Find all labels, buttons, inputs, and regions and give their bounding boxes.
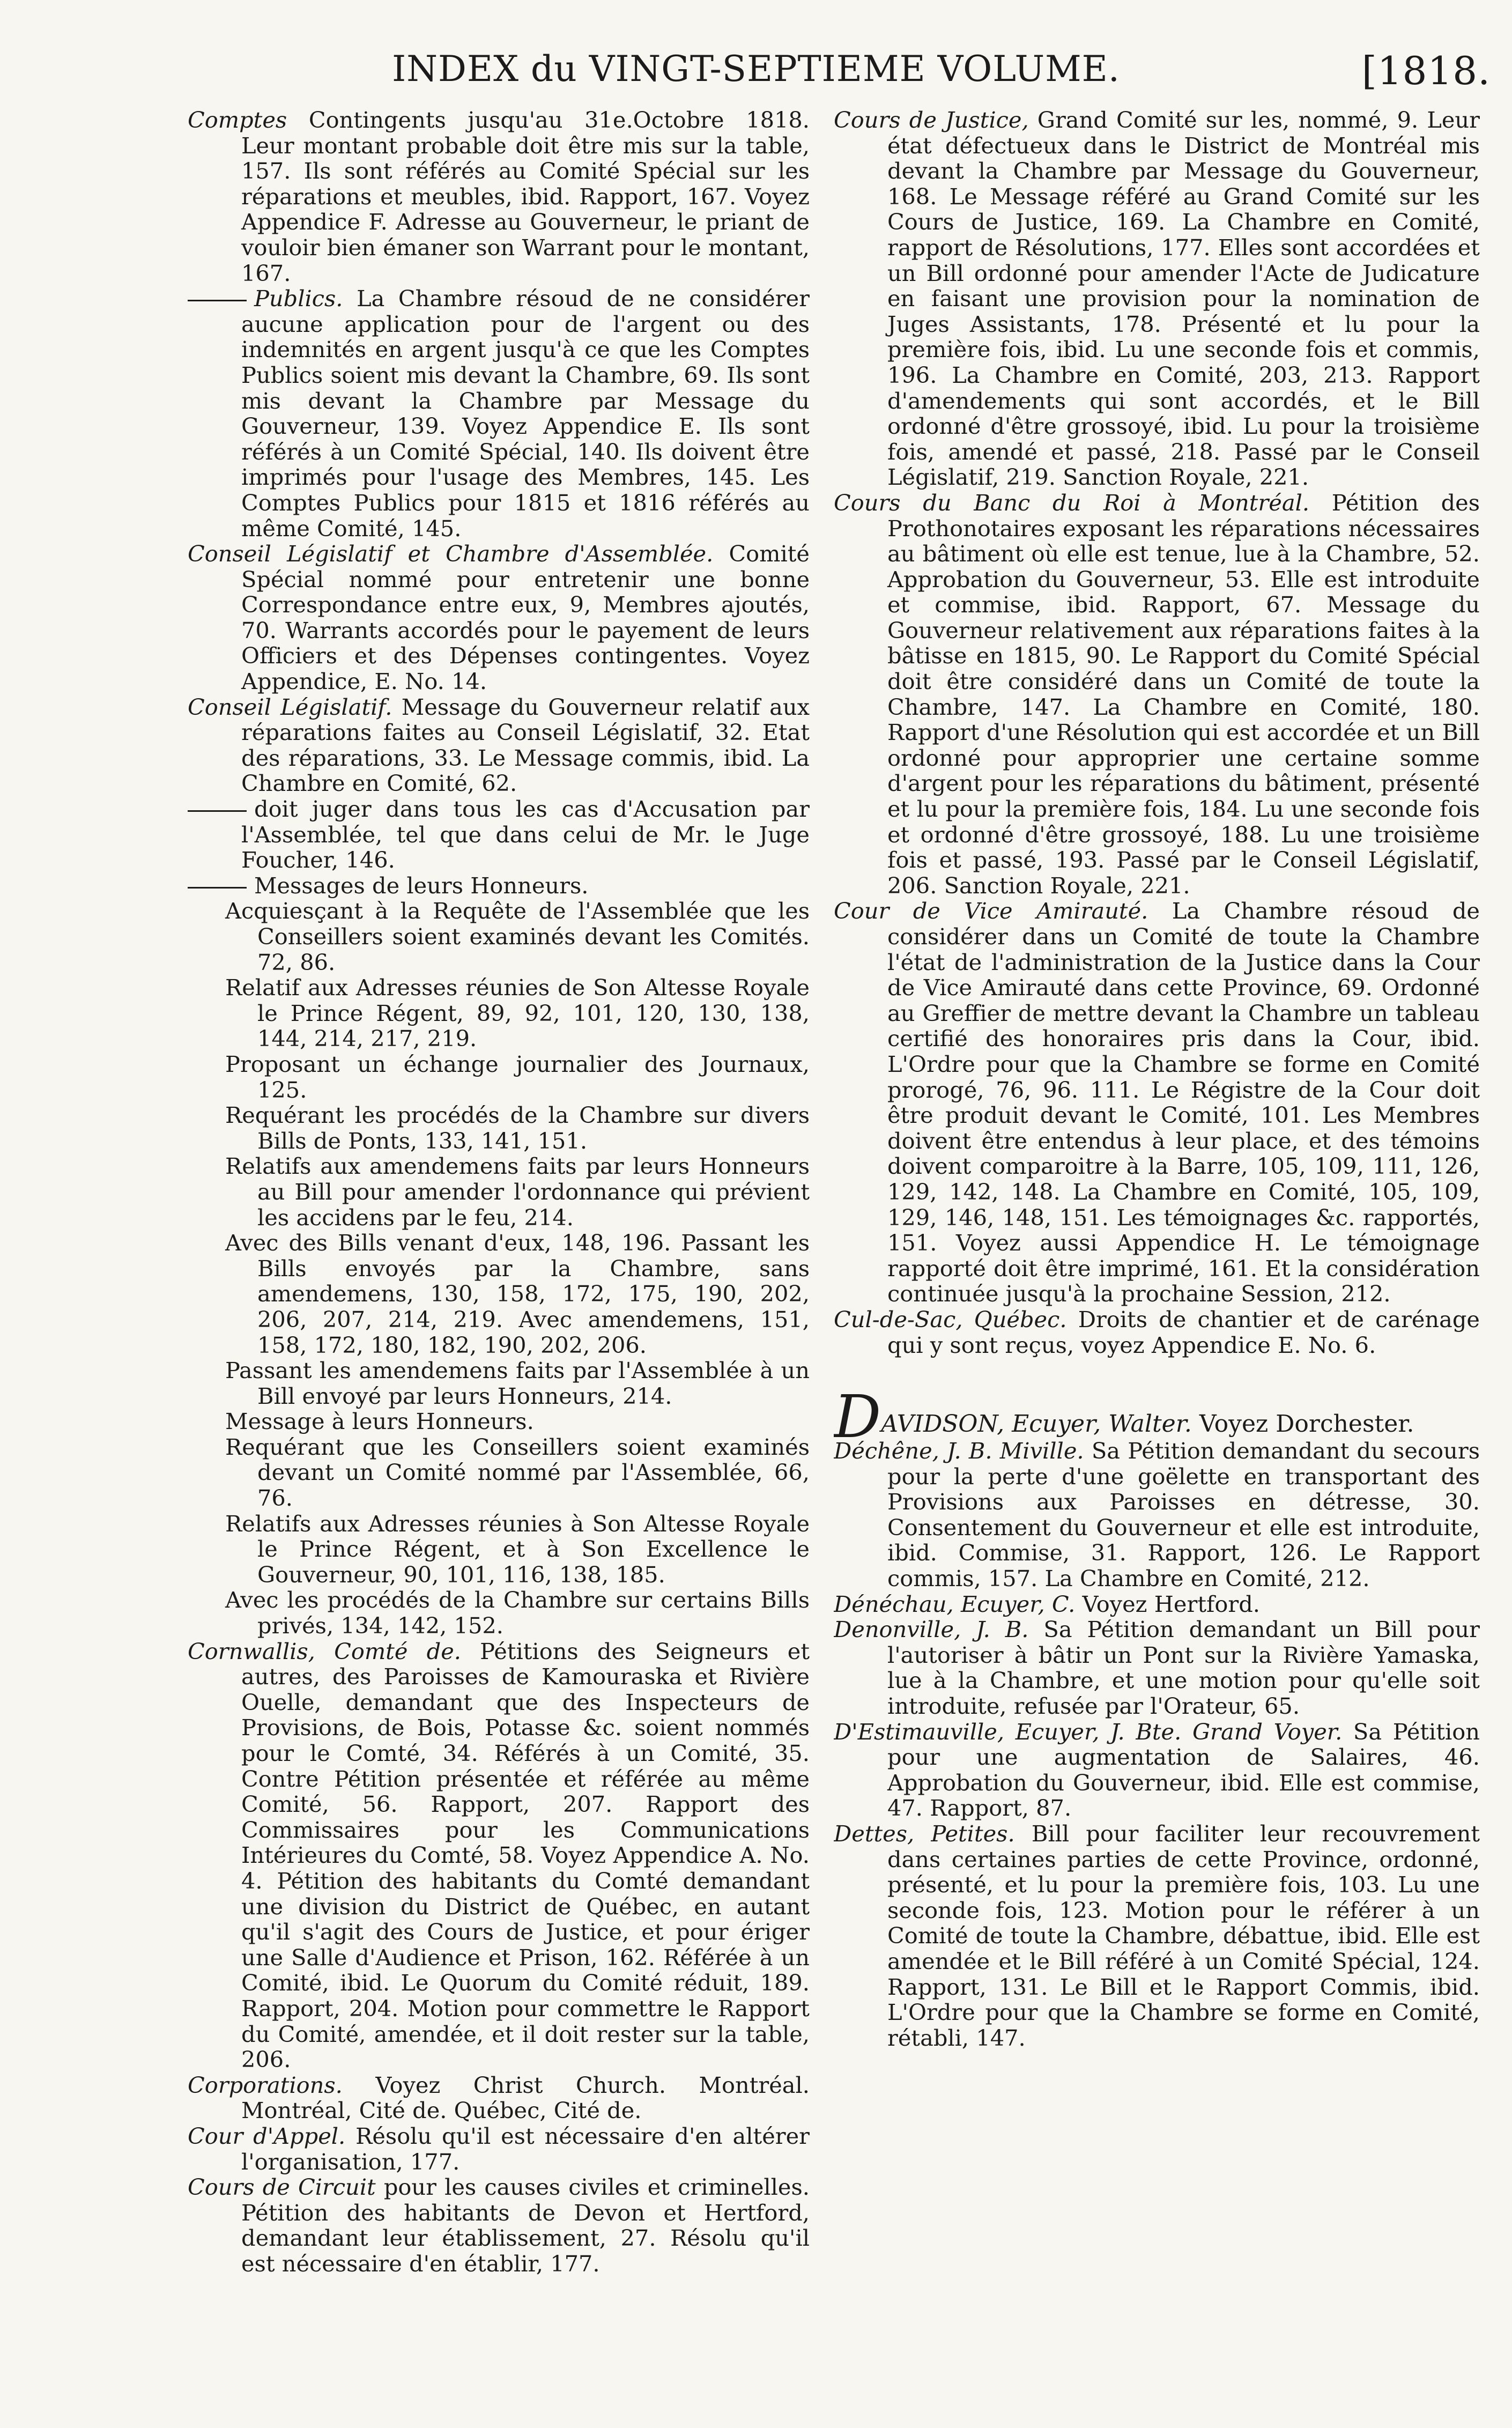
entry-text: Acquiesçant à la Requête de l'Assemblée que les Conseillers soient examinés devant les Comités. 72, 86. (225, 898, 810, 975)
entry-heading: Cour de Vice Amirauté. (834, 898, 1148, 924)
entry-heading: D'Estimauville, Ecuyer, J. Bte. Grand Voyer. (834, 1718, 1343, 1745)
index-entry (188, 2072, 810, 2123)
index-entry (188, 541, 810, 694)
index-entry (188, 975, 810, 1052)
entry-text: Passant les amendemens faits par l'Assemblée à un Bill envoyé par leurs Honneurs, 214. (225, 1357, 810, 1409)
entry-text: Droits de chantier et de carénage qui y sont reçus, voyez Appendice E. No. 6. (887, 1306, 1480, 1358)
index-entry (834, 1591, 1480, 1617)
entry-heading: Cour d'Appel. (188, 2122, 346, 2149)
entry-heading: Corporations. (188, 2071, 343, 2098)
index-entry (188, 1358, 810, 1409)
entry-text: Pétition des Prothonotaires exposant les réparations nécessaires au bâtiment où elle est tenue, lue à la Chambre, 52. Approbation du Gouverneur, 53. Elle est introduite et commise, ibid. Rapport, 67. Message du Gouverneur relativement aux réparations faites à la bâtisse en 1815, 90. Le Rapport du Comité Spécial doit être considéré dans un Comité de toute la Chambre, 147. La Chambre en Comité, 180. Rapport d'une Résolution qui est accordée et un Bill ordonné pour approprier une certaine somme d'argent pour les réparations du bâtiment, présenté et lu pour la première fois, 184. Lu une seconde fois et ordonné d'être grossoyé, 188. Lu une troisième fois et passé, 193. Passé par le Conseil Législatif, 206. Sanction Royale, 221. (887, 489, 1480, 899)
index-entry (834, 1719, 1480, 1821)
index-entry (834, 1821, 1480, 2051)
index-entry (188, 898, 810, 975)
entry-text: pour les causes civiles et criminelles. Pétition des habitants de Devon et Hertford, demandant leur établissement, 27. Résolu qu'il est nécessaire d'en établir, 177. (241, 2174, 810, 2277)
entry-heading: Dénéchau, Ecuyer, C. (834, 1590, 1076, 1617)
index-entry (188, 694, 810, 796)
entry-text: Sa Pétition pour une augmentation de Salaires, 46. Approbation du Gouverneur, ibid. Elle est commise, 47. Rapport, 87. (887, 1718, 1480, 1822)
index-entry (188, 1639, 810, 2072)
entry-heading: Denonville, J. B. (834, 1616, 1029, 1643)
ditto-dash (188, 810, 247, 812)
entry-text: Relatif aux Adresses réunies de Son Altesse Royale le Prince Régent, 89, 92, 101, 120, 130, 138, 144, 214, 217, 219. (225, 974, 810, 1052)
index-entry (188, 873, 810, 899)
index-entry (834, 107, 1480, 490)
entry-heading: Publics. (254, 285, 343, 312)
entry-text: La Chambre résoud de considérer dans un Comité de toute la Chambre l'état de l'administration de la Justice dans la Cour de Vice Amirauté dans cette Province, 69. Ordonné au Greffier de mettre devant la Chambre un tableau certifié des honoraires pris dans la Cour, ibid. L'Ordre pour que la Chambre se forme en Comité prorogé, 76, 96. 111. Le Régistre de la Cour doit être produit devant le Comité, 101. Les Membres doivent être entendus à leur place, et des témoins doivent comparoitre à la Barre, 105, 109, 111, 126, 129, 142, 148. La Chambre en Comité, 105, 109, 129, 146, 148, 151. Les témoignages &c. rapportés, 151. Voyez aussi Appendice H. Le témoignage rapporté doit être imprimé, 161. Et la considération continuée jusqu'à la prochaine Session, 212. (887, 898, 1480, 1307)
left-column (188, 107, 810, 2407)
index-entry (188, 1102, 810, 1153)
entry-text: Messages de leurs Honneurs. (254, 872, 589, 899)
right-column (834, 107, 1480, 2407)
entry-text: Avec les procédés de la Chambre sur certains Bills privés, 134, 142, 152. (225, 1587, 810, 1639)
entry-heading: Cours du Banc du Roi à Montréal. (834, 489, 1310, 516)
index-entry (188, 1409, 810, 1434)
entry-text: Sa Pétition demandant du secours pour la perte d'une goëlette en transportant des Provisions aux Paroisses en détresse, 30. Consentement du Gouverneur et elle est introduite, ibid. Commise, 31. Rapport, 126. Le Rapport commis, 157. La Chambre en Comité, 212. (887, 1438, 1480, 1592)
entry-text: Contingents jusqu'au 31e.Octobre 1818. Leur montant probable doit être mis sur la table, 157. Ils sont référés au Comité Spécial sur les réparations et meubles, ibid. Rapport, 167. Voyez Appendice F. Adresse au Gouverneur, le priant de vouloir bien émaner son Warrant pour le montant, 167. (241, 107, 810, 286)
index-entry (188, 1052, 810, 1102)
index-entry (188, 796, 810, 873)
ditto-dash (188, 300, 247, 301)
index-entry (834, 1617, 1480, 1719)
entry-text: Relatifs aux Adresses réunies à Son Altesse Royale le Prince Régent, et à Son Excellence le Gouverneur, 90, 101, 116, 138, 185. (225, 1510, 810, 1588)
index-entry (188, 1434, 810, 1511)
entry-heading: Cul-de-Sac, Québec. (834, 1306, 1067, 1333)
ditto-dash (188, 887, 247, 889)
entry-text: Proposant un échange journalier des Journaux, 125. (225, 1050, 810, 1103)
entry-text: Bill pour faciliter leur recouvrement dans certaines parties de cette Province, ordonné, présenté, et lu pour la première fois, 103. Lu une seconde fois, 123. Motion pour le référer à un Comité de toute la Chambre, débattue, ibid. Elle est amendée et le Bill référé à un Comité Spécial, 124. Rapport, 131. Le Bill et le Rapport Commis, ibid. L'Ordre pour que la Chambre se forme en Comité, rétabli, 147. (887, 1820, 1480, 2051)
index-entry (188, 1587, 810, 1638)
entry-text: Voyez Christ Church. Montréal. Montréal, Cité de. Québec, Cité de. (241, 2071, 810, 2124)
entry-heading: Cornwallis, Comté de. (188, 1638, 461, 1664)
index-entry (188, 1153, 810, 1230)
entry-text: Message du Gouverneur relatif aux réparations faites au Conseil Législatif, 32. Etat des réparations, 33. Le Message commis, ibid. La Chambre en Comité, 62. (241, 693, 810, 797)
page-year: [1818. (1361, 48, 1491, 93)
index-entry (188, 286, 810, 541)
section-initial: D (834, 1382, 881, 1452)
entry-heading: AVIDSON, Ecuyer, Walter. (881, 1410, 1192, 1438)
entry-text: Avec des Bills venant d'eux, 148, 196. Passant les Bills envoyés par la Chambre, sans amendemens, 130, 158, 172, 175, 190, 202, 206, 207, 214, 219. Avec amendemens, 151, 158, 172, 180, 182, 190, 202, 206. (225, 1230, 810, 1358)
index-entry (188, 107, 810, 286)
entry-text: Requérant les procédés de la Chambre sur divers Bills de Ponts, 133, 141, 151. (225, 1102, 810, 1154)
entry-text: Comité Spécial nommé pour entretenir une bonne Correspondance entre eux, 9, Membres ajoutés, 70. Warrants accordés pour le payement de leurs Officiers et des Dépenses contingentes. Voyez Appendice, E. No. 14. (241, 541, 810, 695)
entry-text: Message à leurs Honneurs. (225, 1408, 534, 1435)
entry-text: Voyez Hertford. (1075, 1590, 1260, 1617)
page-header (0, 48, 1512, 107)
index-entry (834, 1307, 1480, 1358)
entry-text: Relatifs aux amendemens faits par leurs Honneurs au Bill pour amender l'ordonnance qui prévient les accidens par le feu, 214. (225, 1153, 810, 1231)
section-gap (834, 1358, 1480, 1395)
index-entry (834, 1438, 1480, 1591)
index-entry (188, 1230, 810, 1358)
entry-text: Grand Comité sur les, nommé, 9. Leur état défectueux dans le District de Montréal mis devant la Chambre par Message du Gouverneur, 168. Le Message référé au Grand Comité sur les Cours de Justice, 169. La Chambre en Comité, rapport de Résolutions, 177. Elles sont accordées et un Bill ordonné pour amender l'Acte de Judicature en faisant une provision pour la nomination de Juges Assistants, 178. Présenté et lu pour la première fois, ibid. Lu une seconde fois et commis, 196. La Chambre en Comité, 203, 213. Rapport d'amendements qui sont accordés, et le Bill ordonné d'être grossoyé, ibid. Lu pour la troisième fois, amendé et passé, 218. Passé par le Conseil Législatif, 219. Sanction Royale, 221. (887, 107, 1480, 491)
entry-heading: Dettes, Petites. (834, 1820, 1015, 1847)
entry-text: Sa Pétition demandant un Bill pour l'autoriser à bâtir un Pont sur la Rivière Yamaska, lue à la Chambre, et une motion pour qu'elle soit introduite, refusée par l'Orateur, 65. (887, 1616, 1480, 1720)
entry-heading: Comptes (188, 107, 287, 133)
entry-text: doit juger dans tous les cas d'Accusation par l'Assemblée, tel que dans celui de Mr. le Juge Foucher, 146. (241, 796, 810, 874)
index-entry (188, 1511, 810, 1588)
entry-text: Requérant que les Conseillers soient examinés devant un Comité nommé par l'Assemblée, 66, 76. (225, 1433, 810, 1512)
entry-heading: Conseil Législatif. (188, 693, 392, 720)
entry-text: Voyez Dorchester. (1191, 1410, 1414, 1438)
entry-heading: Cours de Circuit (188, 2174, 376, 2201)
index-entry (188, 2174, 810, 2276)
entry-heading: Déchêne, J. B. Miville. (834, 1438, 1084, 1464)
entry-heading: Conseil Législatif et Chambre d'Assemblée. (188, 541, 714, 567)
index-entry (834, 490, 1480, 899)
entry-text: Pétitions des Seigneurs et autres, des Paroisses de Kamouraska et Rivière Ouelle, demandant que des Inspecteurs de Provisions, de Bois, Potasse &c. soient nommés pour le Comté, 34. Référés à un Comité, 35. Contre Pétition présentée et référée au même Comité, 56. Rapport, 207. Rapport des Commissaires pour les Communications Intérieures du Comté, 58. Voyez Appendice A. No. 4. Pétition des habitants du Comté demandant une division du District de Québec, en autant qu'il s'agit des Cours de Justice, et pour ériger une Salle d'Audience et Prison, 162. Référée à un Comité, ibid. Le Quorum du Comité réduit, 189. Rapport, 204. Motion pour commettre le Rapport du Comité, amendée, et il doit rester sur la table, 206. (241, 1638, 810, 2073)
index-entry (188, 2123, 810, 2174)
page-title: INDEX du VINGT-SEPTIEME VOLUME. (392, 48, 1120, 90)
index-entry (834, 898, 1480, 1307)
entry-text: La Chambre résoud de ne considérer aucune application pour de l'argent ou des indemnités en argent jusqu'à ce que les Comptes Publics soient mis devant la Chambre, 69. Ils sont mis devant la Chambre par Message du Gouverneur, 139. Voyez Appendice E. Ils sont référés à un Comité Spécial, 140. Ils doivent être imprimés pour l'usage des Membres, 145. Les Comptes Publics pour 1815 et 1816 référés au même Comité, 145. (241, 285, 810, 542)
entry-heading: Cours de Justice, (834, 107, 1029, 133)
entry-text: Résolu qu'il est nécessaire d'en altérer l'organisation, 177. (241, 2122, 810, 2175)
